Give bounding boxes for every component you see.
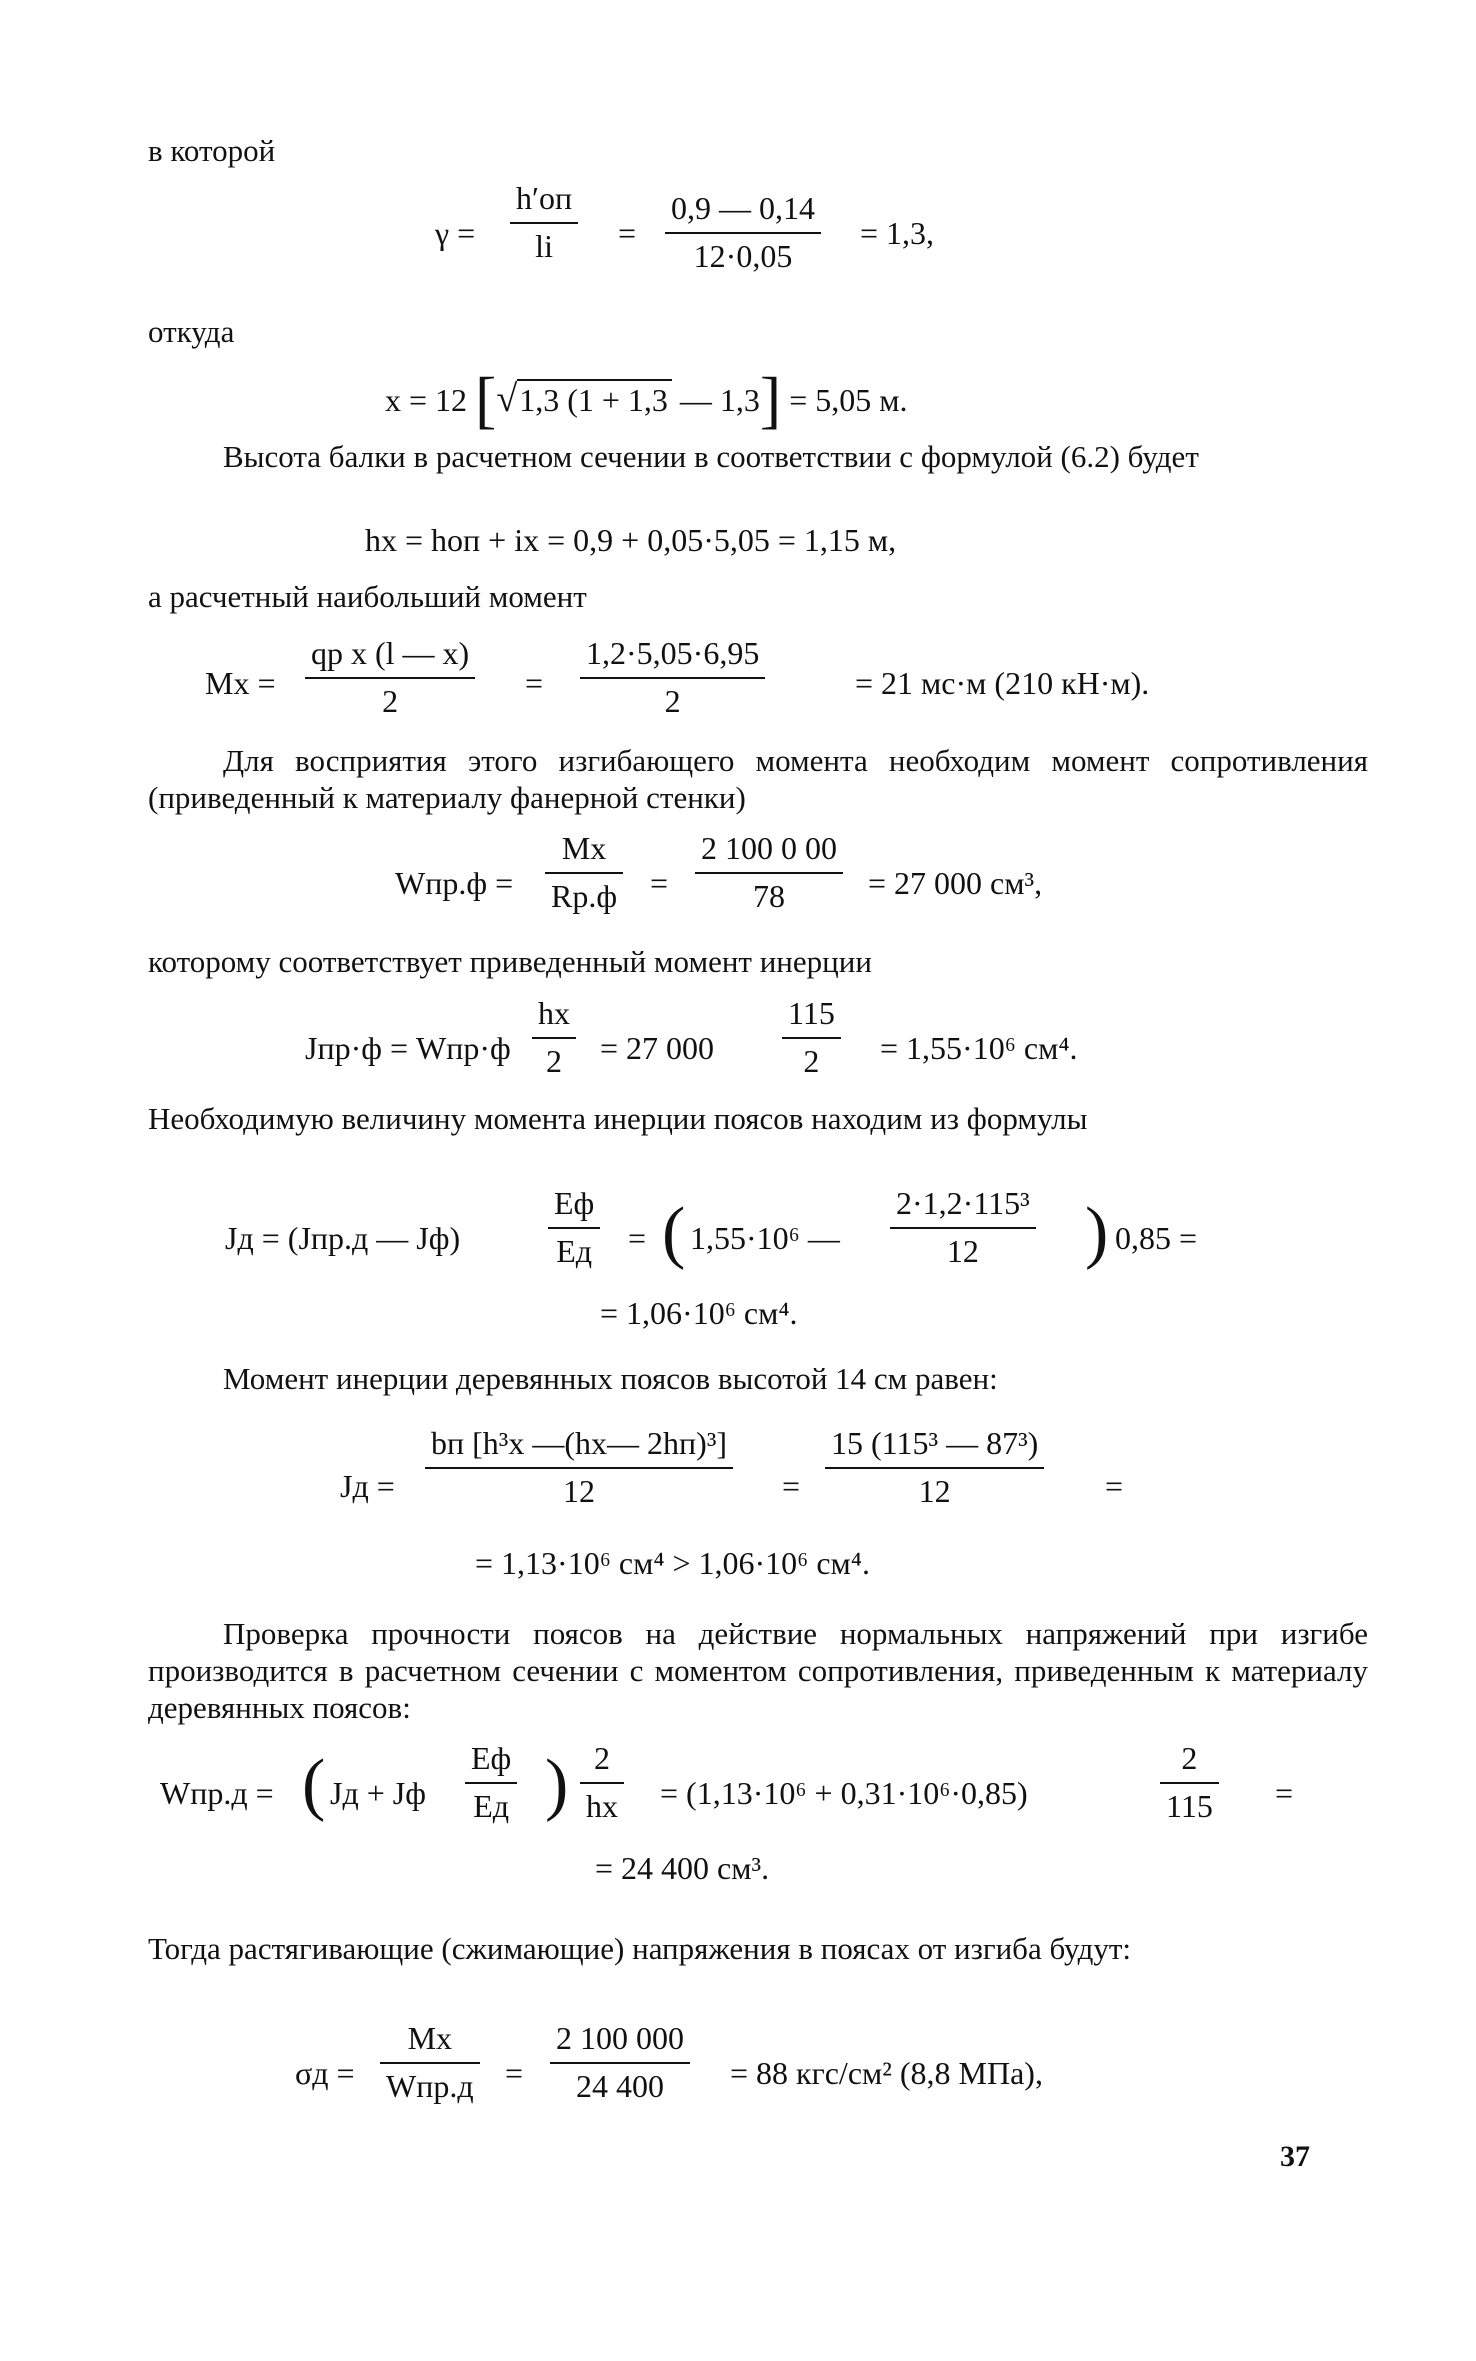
text-kotoromu: которому соответствует приведенный момент инерции [148, 944, 872, 979]
book-page: в которой γ = h′оп li = 0,9 — 0,14 12·0,05 = 1,3, откуда x = 12 [√1,3 (1 + 1,3 — 1,3] = 5,05 м. Высота балки в расчетном сечении в соответствии с формулой (6.2) будет hx = hоп + ix = 0,9 + 0,05·5,05 = 1,15 м, а расчетный наибольший момент Mx = qp x (l — x) 2 = 1,2·5,05·6,95 2 = 21 мс·м (210 кН·м). Для восприятия этого изгибающего момента необходим момент сопротивления (приведенный к материалу фанерной стенки) Wпр.ф = Mx Rр.ф = 2 100 0 00 78 = 27 000 см³, которому соответствует приведенный момент инерции Jпр·ф = Wпр·ф hx 2 = 27 000 115 2 = 1,55·10⁶ см⁴. Необходимую величину момента инерции поясов находим из формулы Jд = (Jпр.д — Jф) Eф Eд = ( 1,55·10⁶ — 2·1,2·115³ 12 ) 0,85 = = 1,06·10⁶ см⁴. Момент инерции деревянных поясов высотой 14 см равен: Jд = bп [h³x —(hx— 2hп)³] 12 = 15 (115³ — 87³) 12 = = 1,13·10⁶ см⁴ > 1,06·10⁶ см⁴. Проверка прочности поясов на действие нормальных напряжений при изгибе производится в расчетном сечении с моментом сопротивления, приведенным к материалу деревянных поясов: Wпр.д = ( Jд + Jф Eф Eд ) 2 hx = (1,13·10⁶ + 0,31·10⁶·0,85) 2 115 = = 24 400 см³. Тогда растягивающие (сжимающие) напряжения в поясах от изгиба будут: σд = Mx Wпр.д = 2 100 000 24 400 = 88 кгс/см² (8,8 МПа), 37 [148, 133, 1368, 2173]
text-dlya-vospriyatiya: Для восприятия этого изгибающего момента необходим момент сопротивления (приведенный к материалу фанерной стенки) [148, 743, 1368, 815]
text-raschetny-moment: а расчетный наибольший момент [148, 579, 587, 614]
text-proverka: Проверка прочности поясов на действие нормальных напряжений при изгибе производится в расчетном сечении с моментом сопротивления, приведенным к материалу деревянных поясов: [148, 1616, 1368, 1725]
equation-hx: hx = hоп + ix = 0,9 + 0,05·5,05 = 1,15 м, [365, 522, 897, 558]
page-number: 37 [1280, 2140, 1310, 2173]
text-neobkhodimuyu: Необходимую величину момента инерции поясов находим из формулы [148, 1101, 1088, 1136]
text-togda: Тогда растягивающие (сжимающие) напряжения в поясах от изгиба будут: [148, 1931, 1132, 1966]
text-vysota-balki: Высота балки в расчетном сечении в соответствии с формулой (6.2) будет [223, 439, 1199, 474]
text-moment-inertsii: Момент инерции деревянных поясов высотой 14 см равен: [223, 1361, 998, 1396]
text-v-kotoroi: в которой [148, 133, 276, 168]
equation-x: x = 12 [√1,3 (1 + 1,3 — 1,3] = 5,05 м. [385, 364, 908, 435]
text-otkuda: откуда [148, 314, 235, 349]
